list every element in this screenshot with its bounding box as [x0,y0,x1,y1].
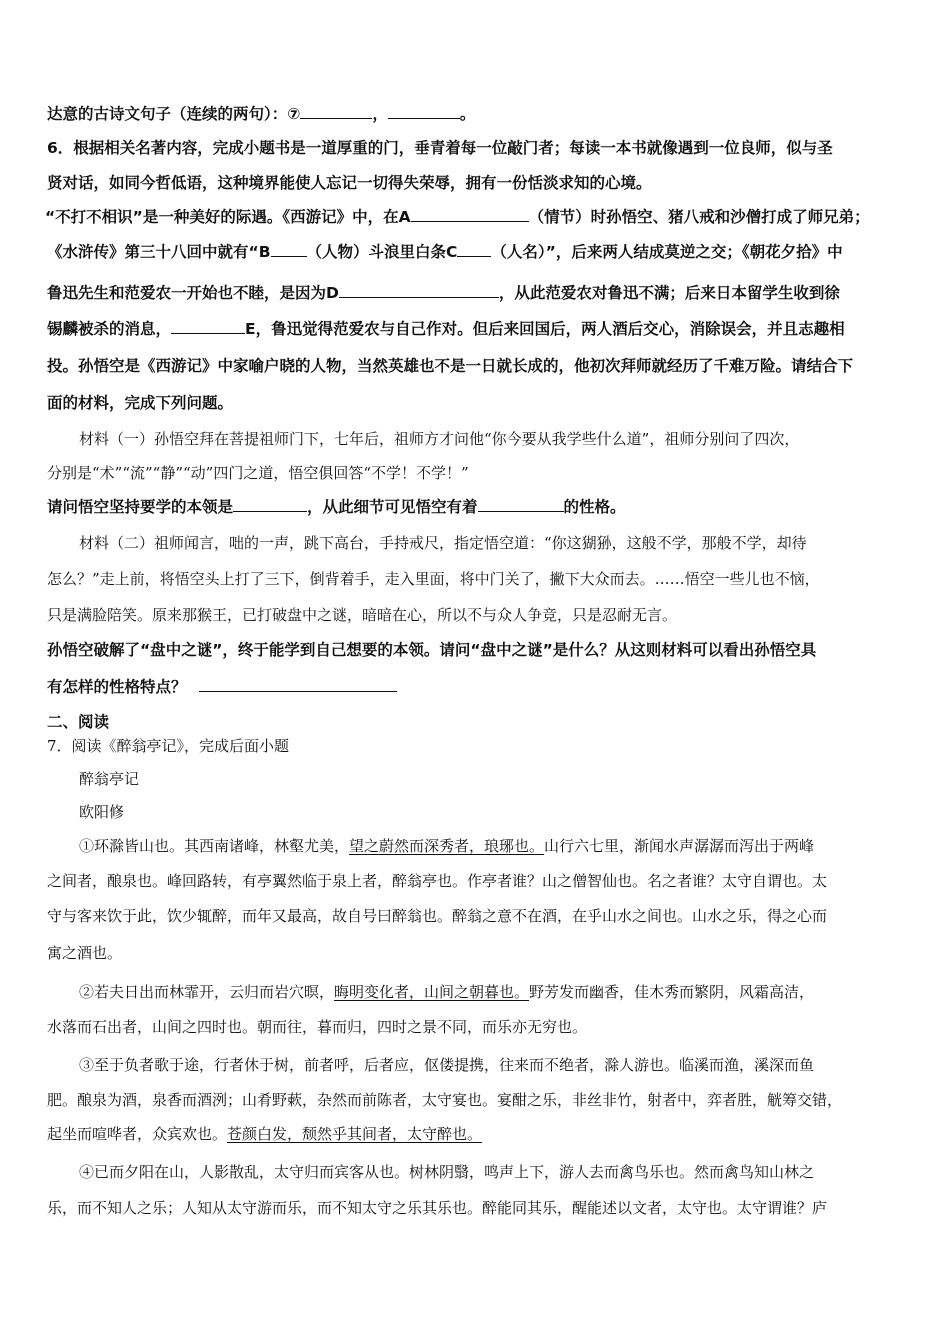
para-3-line-1: ③至于负者歌于途，行者休于树，前者呼，后者应，伛偻提携，往来而不绝者，滁人游也。临溪而渔，溪深而鱼 [79,1056,815,1074]
underlined-sentence: 苍颜白发，颓然乎其间者，太守醉也。 [227,1125,483,1143]
material-1-line-1: 材料（一）孙悟空拜在菩提祖师门下，七年后，祖师方才问他“你今要从我学些什么道”，祖师分别问了四次， [79,430,800,448]
answer-blank-c[interactable] [457,241,491,257]
q6-line-7: 投。孙悟空是《西游记》中家喻户晓的人物，当然英雄也不是一日就长成的，他初次拜师就经历了千难万险。请结合下 [47,357,854,375]
q6-line-4 [47,241,843,263]
q6-line-5-a: 鲁迅先生和范爱农一开始也不睦，是因为D [47,284,339,302]
material-2-line-1: 材料（二）祖师闻言，咄的一声，跳下高台，手持戒尺，指定悟空道：“你这猢狲，这般不学，那般不学，却待 [79,534,807,552]
material-2-line-2: 怎么？”走上前，将悟空头上打了三下，倒背着手，走入里面，将中门关了，撇下大众而去。……悟空一些儿也不恼， [47,570,820,588]
answer-blank-b[interactable] [271,241,307,257]
essay-title: 醉翁亭记 [79,770,140,788]
q6-line-1: 6．根据相关名著内容，完成小题书是一道厚重的门，垂青着每一位敲门者；每读一本书就像遇到一位良师，似与圣 [47,139,833,157]
underlined-sentence: 晦明变化者，山间之朝暮也。 [334,983,530,1001]
q6-question-1-c: 的性格。 [563,498,626,516]
q6-question-2-line-2 [47,676,397,698]
q7-intro: 7．阅读《醉翁亭记》，完成后面小题 [47,737,290,755]
para-4-line-2: 乐，而不知人之乐；人知从太守游而乐，而不知太守之乐其乐也。醉能同其乐，醒能述以文者，太守也。太守谓谁？庐 [47,1199,828,1217]
q6-line-8: 面的材料，完成下列问题。 [47,394,234,412]
q5-period: 。 [459,105,476,123]
para-1-seg-2: 山行六七里，渐闻水声潺潺而泻出于两峰 [544,837,815,855]
q5-prompt: 达意的古诗文句子（连续的两句）：⑦ [47,105,301,123]
answer-blank-d[interactable] [339,282,499,298]
para-4-line-1: ④已而夕阳在山，人影散乱，太守归而宾客从也。树林阴翳，鸣声上下，游人去而禽鸟乐也。然而禽鸟知山林之 [79,1163,815,1181]
para-1-line-2: 之间者，酿泉也。峰回路转，有亭翼然临于泉上者，醉翁亭也。作亭者谁？山之僧智仙也。名之者谁？太守自谓也。太 [47,872,828,890]
para-2-line-2: 水落而石出者，山间之四时也。朝而往，暮而归，四时之景不同，而乐亦无穷也。 [47,1018,588,1036]
q5-comma: ， [372,105,388,123]
essay-author: 欧阳修 [79,803,125,821]
q6-line-6-b: E，鲁迅觉得范爱农与自己作对。但后来回国后，两人酒后交心，消除误会，并且志趣相 [245,320,845,338]
q6-question-2-b: 有怎样的性格特点？ [47,678,187,696]
q5-tail-line [47,103,475,125]
para-1-line-1 [79,835,814,857]
q6-line-3-b: （情节）时孙悟空、猪八戒和沙僧打成了师兄弟； [528,208,870,226]
para-1-line-3: 守与客来饮于此，饮少辄醉，而年又最高，故自号曰醉翁也。醉翁之意不在酒，在乎山水之间也。山水之乐，得之心而 [47,907,828,925]
q6-question-1-a: 请问悟空坚持要学的本领是 [47,498,234,516]
q6-line-5 [47,282,840,304]
answer-blank[interactable] [388,103,460,119]
para-3-seg-1: 起坐而喧哗者，众宾欢也。 [47,1125,228,1143]
para-1-line-4: 寓之酒也。 [47,944,123,962]
underlined-sentence: 望之蔚然而深秀者，琅琊也。 [349,837,545,855]
q6-question-2-line-1: 孙悟空破解了“盘中之谜”，终于能学到自己想要的本领。请问“盘中之谜”是什么？从这则材料可以看出孙悟空具 [47,641,817,659]
para-2-seg-1: ②若夫日出而林霏开，云归而岩穴暝， [79,983,335,1001]
q6-line-3 [45,206,870,228]
q6-line-5-b: ，从此范爱农对鲁迅不满；后来日本留学生收到徐 [498,284,840,302]
para-3-line-3 [47,1123,482,1145]
answer-blank[interactable] [233,496,307,512]
q6-line-4-a: 《水浒传》第三十八回中就有“B [47,243,271,261]
answer-blank[interactable] [300,103,372,119]
q6-line-6-a: 锡麟被杀的消息， [47,320,172,338]
answer-blank[interactable] [199,676,397,692]
q6-line-3-a: “不打不相识”是一种美好的际遇。《西游记》中，在A [45,208,411,226]
para-3-line-2: 肥。酿泉为酒，泉香而酒洌；山肴野蔌，杂然而前陈者，太守宴也。宴酣之乐，非丝非竹，射者中，弈者胜，觥筹交错， [47,1091,843,1109]
answer-blank[interactable] [478,496,564,512]
q6-line-4-c: （人名）”，后来两人结成莫逆之交；《朝花夕拾》中 [491,243,843,261]
material-2-line-3: 只是满脸陪笑。原来那猴王，已打破盘中之谜，暗暗在心，所以不与众人争竞，只是忍耐无言。 [47,606,678,624]
answer-blank-a[interactable] [411,206,529,222]
q6-question-1 [47,496,626,518]
answer-blank-e[interactable] [171,318,245,334]
para-2-line-1 [79,981,814,1003]
q6-line-6 [47,318,845,340]
q6-question-1-b: ，从此细节可见悟空有着 [307,498,478,516]
material-1-line-2: 分别是“术”“流”“静”“动”四门之道，悟空俱回答“不学！不学！” [47,464,469,482]
q6-line-2: 贤对话，如同今哲低语，这种境界能使人忘记一切得失荣辱，拥有一份恬淡求知的心境。 [47,174,652,192]
q6-line-4-b: （人物）斗浪里白条C [306,243,458,261]
para-2-seg-2: 野芳发而幽香，佳木秀而繁阴，风霜高洁， [529,983,815,1001]
section-heading: 二、阅读 [47,713,110,731]
para-1-seg-1: ①环滁皆山也。其西南诸峰，林壑尤美， [79,837,350,855]
